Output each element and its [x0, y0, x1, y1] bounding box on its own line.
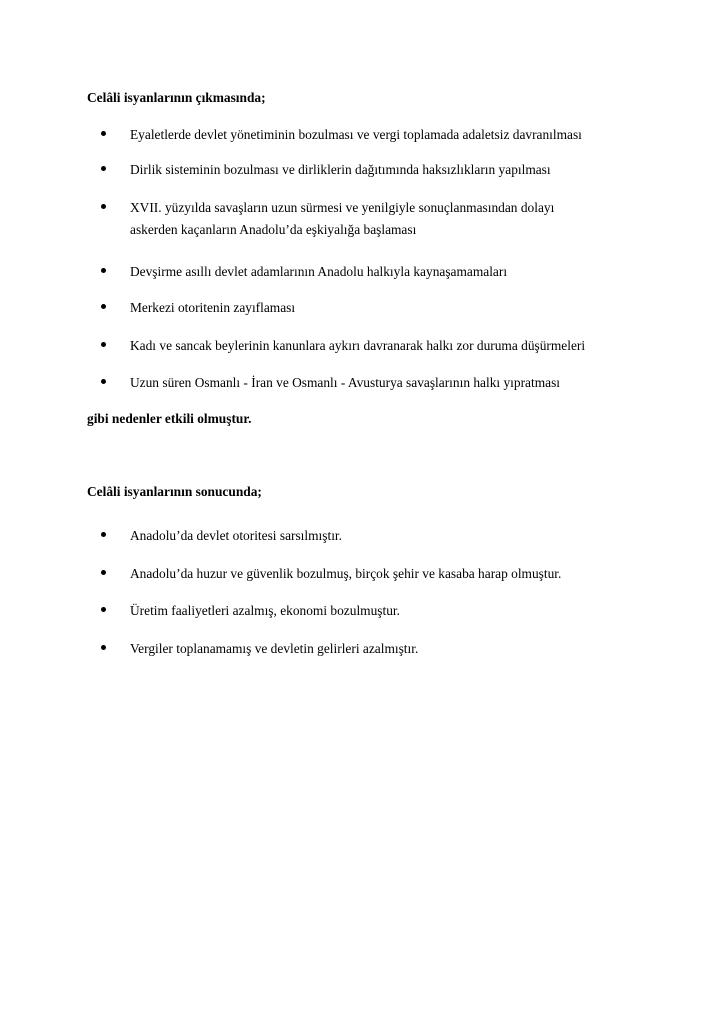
- bullet-icon: [101, 131, 106, 136]
- list-item-text: [130, 197, 650, 241]
- section1-closing: gibi nedenler etkili olmuştur.: [87, 411, 252, 426]
- list-item-text: Anadolu’da devlet otoritesi sarsılmıştır.: [130, 528, 342, 543]
- list-item-text: Vergiler toplanamamış ve devletin gelirleri azalmıştır.: [130, 641, 419, 656]
- bullet-icon: [101, 645, 106, 650]
- list-item-text: Üretim faaliyetleri azalmış, ekonomi bozulmuştur.: [130, 603, 400, 618]
- list-item-line: XVII. yüzyılda savaşların uzun sürmesi ve yenilgiyle sonuçlanmasından dolayı: [130, 200, 555, 215]
- bullet-icon: [101, 166, 106, 171]
- section1-heading: Celâli isyanlarının çıkmasında;: [87, 90, 266, 105]
- bullet-icon: [101, 268, 106, 273]
- bullet-icon: [101, 379, 106, 384]
- bullet-icon: [101, 532, 106, 537]
- bullet-icon: [101, 570, 106, 575]
- bullet-icon: [101, 204, 106, 209]
- bullet-icon: [101, 607, 106, 612]
- list-item-line: askerden kaçanların Anadolu’da eşkiyalığa başlaması: [130, 222, 417, 237]
- list-item-text: Devşirme asıllı devlet adamlarının Anadolu halkıyla kaynaşamamaları: [130, 264, 508, 279]
- bullet-icon: [101, 304, 106, 309]
- list-item-text: Anadolu’da huzur ve güvenlik bozulmuş, birçok şehir ve kasaba harap olmuştur.: [130, 566, 562, 581]
- list-item-text: Dirlik sisteminin bozulması ve dirliklerin dağıtımında haksızlıkların yapılması: [130, 162, 551, 177]
- list-item-text: Kadı ve sancak beylerinin kanunlara aykırı davranarak halkı zor duruma düşürmeleri: [130, 338, 586, 353]
- list-item-text: Merkezi otoritenin zayıflaması: [130, 300, 296, 315]
- section2-heading: Celâli isyanlarının sonucunda;: [87, 484, 262, 499]
- bullet-icon: [101, 342, 106, 347]
- list-item-text: Uzun süren Osmanlı - İran ve Osmanlı - Avusturya savaşlarının halkı yıpratması: [130, 375, 561, 390]
- list-item-text: Eyaletlerde devlet yönetiminin bozulması ve vergi toplamada adaletsiz davranılması: [130, 127, 582, 142]
